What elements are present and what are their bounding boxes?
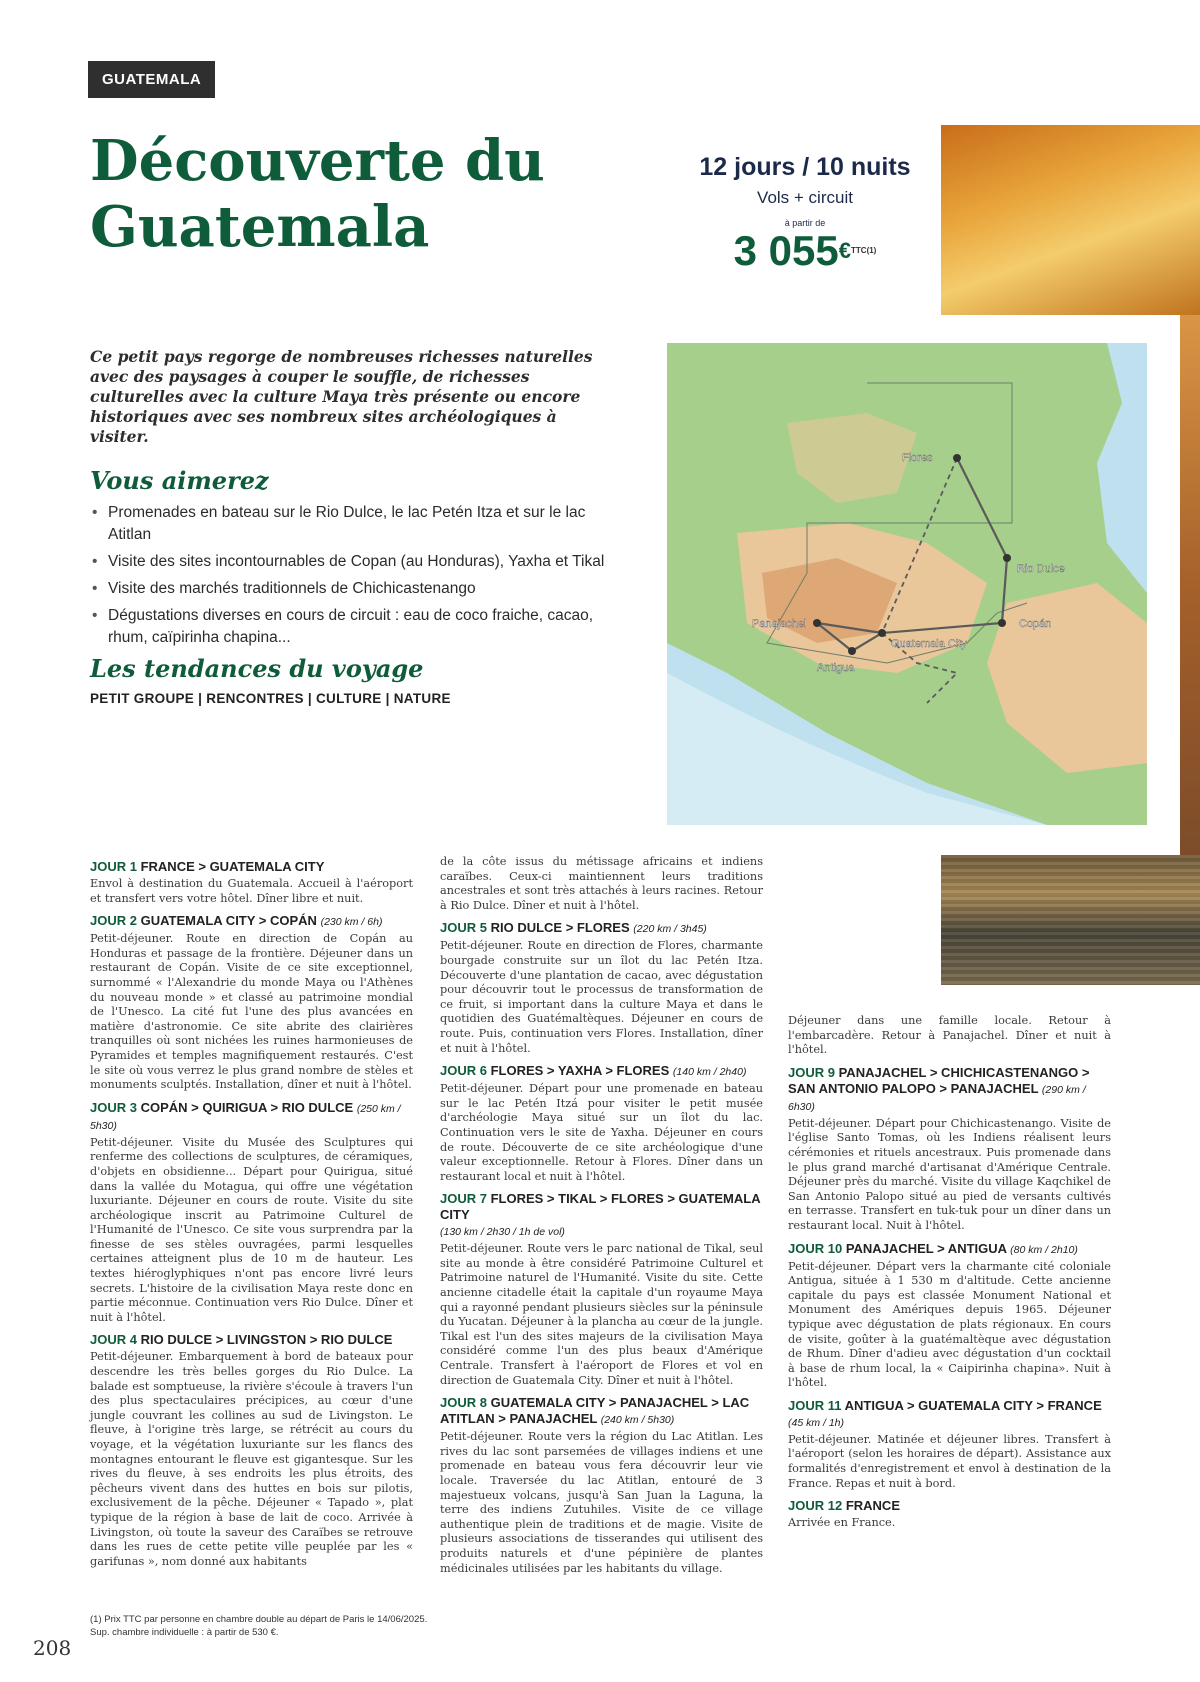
day-text: Petit-déjeuner. Route vers la région du Lac Atitlan. Les rives du lac sont parsemées de villages indiens et une promenade en bateau vous fera découvrir leur vie locale. Traversée du lac Atitlan, entouré de 3 majestueux volcans, jusqu'à San Juan la Laguna, la terre des indiens Zutuhiles. Visite de ce village authentique plein de traditions et de magie. Visite de plusieurs associations de tisserandes qui utilisent des produits naturels et d'une pépinière de plantes médicinales utilisées par les habitants du village. bbox=[440, 1430, 763, 1575]
map-label-guatemala-city: Guatemala City bbox=[891, 638, 967, 650]
map-city-dot bbox=[878, 629, 886, 637]
country-tag: GUATEMALA bbox=[88, 61, 215, 98]
title-line-2: Guatemala bbox=[90, 194, 430, 260]
day-text-continued: de la côte issus du métissage africains et indiens caraïbes. Ceux-ci maintiennent leurs traditions ancestrales et sont très attachés à leurs racines. Retour à Rio Dulce. Dîner et nuit à l'hôtel. bbox=[440, 855, 763, 912]
day-heading: JOUR 5 RIO DULCE > FLORES (220 km / 3h45) bbox=[440, 920, 707, 936]
intro-text: Ce petit pays regorge de nombreuses richesses naturelles avec des paysages à couper le souffle, de richesses culturelles avec la culture Maya très présente ou encore historiques avec ses nombreux sites archéologiques à visiter. bbox=[90, 347, 593, 446]
itinerary-column-2 bbox=[440, 855, 763, 1576]
day-text: Arrivée en France. bbox=[788, 1516, 896, 1530]
map-city-dot bbox=[813, 619, 821, 627]
day-heading: JOUR 2 GUATEMALA CITY > COPÁN (230 km / 6h) bbox=[90, 913, 383, 929]
map-label-flores: Flores bbox=[902, 452, 933, 464]
list-item: • Visite des sites incontournables de Copan (au Honduras), Yaxha et Tikal bbox=[90, 551, 610, 573]
day-text: Petit-déjeuner. Départ pour Chichicastenango. Visite de l'église Santo Tomas, où les Indiens réalisent leurs cérémonies et rituels ancestraux. Puis promenade dans le plus grand marché d'artisanat d'Amérique Centrale. Déjeuner près du marché. Visite du village Kaqchikel de San Antonio Palopo situé au pied de versants cultivés en terrasse. Transfert en tuk-tuk pour un dîner dans un restaurant local. Nuit à l'hôtel. bbox=[788, 1116, 1111, 1232]
list-item: • Promenades en bateau sur le Rio Dulce, le lac Petén Itza et sur le lac Atitlan bbox=[90, 502, 610, 546]
sunset-photo bbox=[941, 125, 1200, 315]
map-label-rio-dulce: Rio Dulce bbox=[1017, 563, 1065, 575]
day-heading: JOUR 10 PANAJACHEL > ANTIGUA (80 km / 2h10) bbox=[788, 1240, 1078, 1256]
day-text-continued: Déjeuner dans une famille locale. Retour à l'embarcadère. Retour à Panajachel. Dîner et nuit à l'hôtel. bbox=[788, 1014, 1111, 1057]
day-heading: JOUR 4 RIO DULCE > LIVINGSTON > RIO DULCE bbox=[90, 1332, 393, 1348]
map-label-panajachel: Panajachel bbox=[752, 618, 807, 630]
price-from-label: à partir de bbox=[784, 218, 826, 228]
day-heading: JOUR 6 FLORES > YAXHA > FLORES (140 km / 2h40) bbox=[440, 1063, 747, 1079]
day-text: Petit-déjeuner. Matinée et déjeuner libres. Transfert à l'aéroport (selon les horaires de départ). Assistance aux formalités d'enregistrement et envol à destination de la France. Repas et nuit à bord. bbox=[788, 1432, 1111, 1490]
price-value bbox=[690, 227, 920, 274]
map-city-dot bbox=[953, 454, 961, 462]
day-text: Petit-déjeuner. Visite du Musée des Sculptures qui renferme des collections de sculptures, de céramiques, d'objets en obsidienne... Départ pour Quirigua, situé dans la vallée du Motagua, qui offre une végétation luxuriante. Déjeuner en cours de route. Visite du site archéologique inscrit au Patrimoine Culturel de l'Humanité de l'Unesco. Ce site vous surprendra par la finesse de ses stèles ouvragées, parmi lesquelles certaines atteignent plus de 10 m de hauteur. Les textes hiéroglyphiques n'ont pas encore livré leurs secrets. L'histoire de la civilisation Maya reste donc en partie méconnue. Continuation vers Rio Dulce. Dîner et nuit à l'hôtel. bbox=[90, 1135, 413, 1324]
day-text: Envol à destination du Guatemala. Accueil à l'aéroport et transfert vers votre hôtel. Dîner libre et nuit. bbox=[90, 877, 413, 905]
footnote-price: (1) Prix TTC par personne en chambre double au départ de Paris le 14/06/2025. bbox=[90, 1614, 428, 1625]
map-city-dot bbox=[1003, 554, 1011, 562]
list-item: • Visite des marchés traditionnels de Chichicastenango bbox=[90, 578, 610, 600]
day-text: Petit-déjeuner. Départ vers la charmante cité coloniale Antigua, située à 1 530 m d'altitude. Cette ancienne capitale du pays est classée Monument National et Monument des Amériques depuis 1965. Déjeuner typique avec dégustation de plats régionaux. En cours de visite, goûter à la guatémaltèque avec dégustation de Rhum. Dîner d'adieu avec dégustation d'un cocktail à base de rhum local, la « Caipirinha chapina». Nuit à l'hôtel. bbox=[788, 1259, 1111, 1390]
trends-heading: Les tendances du voyage bbox=[90, 654, 424, 683]
map-label-copan: Copán bbox=[1019, 618, 1052, 630]
page-number: 208 bbox=[33, 1636, 72, 1660]
footnote bbox=[90, 1613, 427, 1639]
side-photo-strip bbox=[1180, 315, 1200, 855]
itinerary-column-3 bbox=[788, 1014, 1111, 1531]
lake-photo bbox=[941, 855, 1200, 985]
day-text: Petit-déjeuner. Embarquement à bord de bateaux pour descendre les très belles gorges du Rio Dulce. La balade est somptueuse, la rivière s'écoule à travers l'un des plus spectaculaires précipices, au cœur d'une jungle couvrant les collines au sud de Livingston. Le fleuve, à l'origine très large, se rétrécit au cours du voyage, et la végétation luxuriante sur les flancs des montagnes entourant le fleuve est gigantesque. Sur les rives du fleuve, à ses endroits les plus étroits, des pêcheurs vivent dans des huttes en bois sur pilotis, exclusivement de la pêche. Déjeuner « Tapado », plat typique de la région à base de lait de coco. Arrivée à Livingston, où toute la saveur des Caraïbes se retrouve dans les rues de cette petite ville peuplée par les « garifunas », nom donné aux habitants bbox=[90, 1350, 413, 1568]
day-text: Petit-déjeuner. Route vers le parc national de Tikal, seul site au monde à être considéré Patrimoine Culturel et Patrimoine naturel de l'Humanité. Visite du site. Cette ancienne citadelle était la capitale d'un royaume Maya qui a rayonné pendant plusieurs siècles sur la péninsule du Yucatan. Déjeuner à la plancha au cœur de la jungle. Tikal est l'un des sites majeurs de la civilisation Maya considéré comme l'un des plus beaux d'Amérique Centrale. Transfert à l'aéroport de Flores et vol en direction de Guatemala City. Dîner et nuit à l'hôtel. bbox=[440, 1242, 763, 1387]
trip-formula: Vols + circuit bbox=[757, 188, 853, 207]
day-text: Petit-déjeuner. Départ pour une promenade en bateau sur le lac Petén Itzá pour visiter le petit musée d'archéologie Maya situé sur un îlot du lac. Continuation vers le site de Yaxha. Déjeuner en cours de route. Découverte de ce site archéologique d'une valeur exceptionnelle. Retour à Flores. Dîner dans un restaurant local et nuit à l'hôtel. bbox=[440, 1082, 763, 1183]
title-line-1: Découverte du bbox=[90, 128, 545, 194]
day-heading: JOUR 7 FLORES > TIKAL > FLORES > GUATEMALA CITY (130 km / 2h30 / 1h de vol) bbox=[440, 1191, 761, 1239]
trip-duration: 12 jours / 10 nuits bbox=[699, 153, 911, 181]
price-currency: € bbox=[838, 238, 852, 263]
day-heading: JOUR 3 COPÁN > QUIRIGUA > RIO DULCE (250 km / 5h30) bbox=[90, 1099, 401, 1132]
map-city-dot bbox=[848, 647, 856, 655]
map-city-dot bbox=[998, 619, 1006, 627]
day-heading: JOUR 1 FRANCE > GUATEMALA CITY bbox=[90, 859, 325, 874]
day-text: Petit-déjeuner. Route en direction de Copán au Honduras et passage de la frontière. Déjeuner dans un restaurant de Copán. Visite de ce site exceptionnel, surnommé « l'Alexandrie du monde Maya ou l'Athènes du nouveau monde » et classé au patrimoine mondial de l'Unesco. La cité fut l'une des plus avancées en matière d'astronomie. Ce site abrite des clairières tranquilles où sont nichées les ruines harmonieuses de Pyramides et temples magnifiquement restaurés. C'est le site où vous verrez le plus grand nombre de stèles et monuments sculptés. Installation, dîner et nuit à l'hôtel. bbox=[90, 932, 413, 1092]
page-title bbox=[90, 128, 610, 260]
route-map bbox=[667, 343, 1147, 825]
day-text: Petit-déjeuner. Route en direction de Flores, charmante bourgade construite sur un îlot du lac Petén Itza. Découverte d'une plantation de cacao, avec dégustation pour découvrir tout le processus de transformation de ce fruit, si important dans la culture Maya et dans le quotidien des Guatémaltèques. Déjeuner en cours de route. Puis, continuation vers Flores. Installation, dîner et nuit à l'hôtel. bbox=[440, 939, 763, 1055]
price-amount: 3 055 bbox=[733, 227, 839, 274]
day-heading: JOUR 12 FRANCE bbox=[788, 1498, 900, 1514]
likes-heading: Vous aimerez bbox=[90, 466, 269, 495]
list-item: • Dégustations diverses en cours de circuit : eau de coco fraiche, cacao, rhum, caïpirinha chapina... bbox=[90, 605, 610, 649]
map-svg bbox=[667, 343, 1147, 825]
day-heading: JOUR 9 PANAJACHEL > CHICHICASTENANGO > SAN ANTONIO PALOPO > PANAJACHEL (290 km / 6h30) bbox=[788, 1064, 1090, 1113]
footnote-supplement: Sup. chambre individuelle : à partir de 530 €. bbox=[90, 1627, 279, 1638]
price-note: TTC(1) bbox=[851, 246, 877, 255]
day-heading: JOUR 8 GUATEMALA CITY > PANAJACHEL > LAC ATITLAN > PANAJACHEL (240 km / 5h30) bbox=[440, 1395, 750, 1427]
trends-tags: PETIT GROUPE | RENCONTRES | CULTURE | NATURE bbox=[90, 691, 451, 706]
likes-list bbox=[90, 502, 610, 654]
map-label-antigua: Antigua bbox=[817, 662, 855, 674]
day-heading: JOUR 11 ANTIGUA > GUATEMALA CITY > FRANCE (45 km / 1h) bbox=[788, 1397, 1102, 1429]
price-box bbox=[690, 153, 920, 272]
itinerary-column-1 bbox=[90, 852, 413, 1569]
